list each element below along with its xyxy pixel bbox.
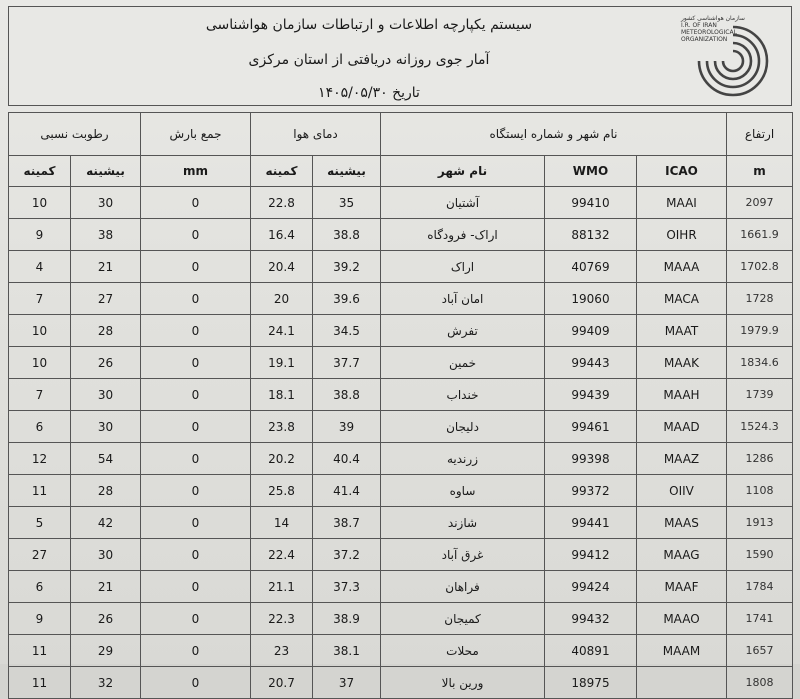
- precip-cell: 0: [141, 635, 251, 667]
- elevation-cell: 1834.6: [727, 347, 793, 379]
- humidity-min-cell: 11: [9, 635, 71, 667]
- temp-min-cell: 24.1: [251, 315, 313, 347]
- temp-max-cell: 39.2: [313, 251, 381, 283]
- humidity-min-cell: 9: [9, 603, 71, 635]
- report-subtitle: آمار جوی روزانه دریافتی از استان مرکزی: [248, 52, 490, 68]
- humidity-min-cell: 10: [9, 347, 71, 379]
- city-cell: اراک: [381, 251, 545, 283]
- icao-cell: MAAA: [637, 251, 727, 283]
- wmo-cell: 40769: [545, 251, 637, 283]
- temp-min-cell: 20.7: [251, 667, 313, 699]
- temp-min-cell: 23.8: [251, 411, 313, 443]
- precip-cell: 0: [141, 187, 251, 219]
- elevation-cell: 1728: [727, 283, 793, 315]
- wmo-cell: 99441: [545, 507, 637, 539]
- humidity-min-cell: 10: [9, 187, 71, 219]
- elevation-cell: 1784: [727, 571, 793, 603]
- humidity-max-cell: 28: [71, 475, 141, 507]
- humidity-max-cell: 26: [71, 347, 141, 379]
- table-row: [9, 603, 793, 635]
- precip-unit-header: mm: [141, 156, 251, 187]
- city-name-header: نام شهر: [381, 156, 545, 187]
- city-cell: محلات: [381, 635, 545, 667]
- temp-max-cell: 38.9: [313, 603, 381, 635]
- precip-cell: 0: [141, 539, 251, 571]
- humidity-max-cell: 26: [71, 603, 141, 635]
- temp-max-cell: 39.6: [313, 283, 381, 315]
- humidity-max-cell: 21: [71, 571, 141, 603]
- precip-cell: 0: [141, 315, 251, 347]
- elevation-cell: 2097: [727, 187, 793, 219]
- humidity-min-cell: 4: [9, 251, 71, 283]
- city-cell: کمیجان: [381, 603, 545, 635]
- icao-cell: MAAZ: [637, 443, 727, 475]
- humidity-max-cell: 54: [71, 443, 141, 475]
- temp-max-cell: 38.1: [313, 635, 381, 667]
- icao-cell: MAAM: [637, 635, 727, 667]
- humidity-header: رطوبت نسبی: [9, 113, 141, 156]
- icao-cell: MAAH: [637, 379, 727, 411]
- temp-max-cell: 37.2: [313, 539, 381, 571]
- city-cell: خمین: [381, 347, 545, 379]
- elevation-cell: 1741: [727, 603, 793, 635]
- precip-cell: 0: [141, 251, 251, 283]
- wmo-cell: 99439: [545, 379, 637, 411]
- wmo-cell: 99432: [545, 603, 637, 635]
- city-cell: آشتیان: [381, 187, 545, 219]
- table-row: [9, 283, 793, 315]
- city-cell: اراک- فرودگاه: [381, 219, 545, 251]
- icao-cell: OIIV: [637, 475, 727, 507]
- wmo-cell: 99443: [545, 347, 637, 379]
- wmo-cell: 99424: [545, 571, 637, 603]
- city-cell: امان آباد: [381, 283, 545, 315]
- temp-min-cell: 16.4: [251, 219, 313, 251]
- table-row: [9, 667, 793, 699]
- elevation-cell: 1108: [727, 475, 793, 507]
- temp-min-cell: 23: [251, 635, 313, 667]
- humidity-max-cell: 21: [71, 251, 141, 283]
- elevation-header: ارتفاع: [727, 113, 793, 156]
- humidity-max-cell: 30: [71, 539, 141, 571]
- wmo-cell: 99409: [545, 315, 637, 347]
- elevation-cell: 1739: [727, 379, 793, 411]
- elevation-cell: 1702.8: [727, 251, 793, 283]
- wmo-cell: 99398: [545, 443, 637, 475]
- temp-min-cell: 20.4: [251, 251, 313, 283]
- temp-min-cell: 20.2: [251, 443, 313, 475]
- precip-cell: 0: [141, 379, 251, 411]
- humidity-max-cell: 30: [71, 411, 141, 443]
- precip-cell: 0: [141, 443, 251, 475]
- temperature-header: دمای هوا: [251, 113, 381, 156]
- elevation-cell: 1286: [727, 443, 793, 475]
- temp-min-cell: 25.8: [251, 475, 313, 507]
- table-row: [9, 475, 793, 507]
- icao-header: ICAO: [637, 156, 727, 187]
- temp-min-cell: 22.3: [251, 603, 313, 635]
- table-row: [9, 571, 793, 603]
- icao-cell: MAAO: [637, 603, 727, 635]
- icao-cell: MAAG: [637, 539, 727, 571]
- table-row: [9, 347, 793, 379]
- precip-cell: 0: [141, 283, 251, 315]
- icao-cell: MACA: [637, 283, 727, 315]
- city-cell: تفرش: [381, 315, 545, 347]
- precip-cell: 0: [141, 571, 251, 603]
- temp-max-cell: 41.4: [313, 475, 381, 507]
- wmo-cell: 99461: [545, 411, 637, 443]
- temp-min-cell: 22.4: [251, 539, 313, 571]
- table-row: [9, 411, 793, 443]
- humidity-max-cell: 29: [71, 635, 141, 667]
- table-row: [9, 635, 793, 667]
- precip-cell: 0: [141, 507, 251, 539]
- table-row: [9, 539, 793, 571]
- temp-max-cell: 37.7: [313, 347, 381, 379]
- temp-min-cell: 21.1: [251, 571, 313, 603]
- elevation-cell: 1979.9: [727, 315, 793, 347]
- temp-min-cell: 19.1: [251, 347, 313, 379]
- wmo-cell: 40891: [545, 635, 637, 667]
- humidity-max-cell: 42: [71, 507, 141, 539]
- humidity-min-cell: 6: [9, 411, 71, 443]
- table-row: [9, 187, 793, 219]
- city-cell: شازند: [381, 507, 545, 539]
- precip-cell: 0: [141, 475, 251, 507]
- station-header: نام شهر و شماره ایستگاه: [381, 113, 727, 156]
- city-cell: خنداب: [381, 379, 545, 411]
- temp-min-cell: 18.1: [251, 379, 313, 411]
- city-cell: ورین بالا: [381, 667, 545, 699]
- report-header: [8, 6, 792, 106]
- humidity-min-cell: 11: [9, 667, 71, 699]
- icao-cell: MAAS: [637, 507, 727, 539]
- precip-cell: 0: [141, 667, 251, 699]
- humidity-min-cell: 12: [9, 443, 71, 475]
- wmo-cell: 99412: [545, 539, 637, 571]
- icao-cell: [637, 667, 727, 699]
- temp-max-cell: 38.7: [313, 507, 381, 539]
- report-title: سیستم یکپارچه اطلاعات و ارتباطات سازمان هواشناسی: [205, 17, 533, 33]
- temp-min-cell: 14: [251, 507, 313, 539]
- logo-caption: سازمان هواشناسی کشور I.R. OF IRAN METEOROLOGICAL ORGANIZATION: [681, 15, 745, 43]
- icao-cell: MAAI: [637, 187, 727, 219]
- humidity-max-cell: 38: [71, 219, 141, 251]
- table-row: [9, 507, 793, 539]
- humidity-min-cell: 5: [9, 507, 71, 539]
- humidity-min-cell: 7: [9, 379, 71, 411]
- humidity-min-cell: 27: [9, 539, 71, 571]
- humidity-min-cell: 10: [9, 315, 71, 347]
- elevation-cell: 1524.3: [727, 411, 793, 443]
- temp-max-cell: 39: [313, 411, 381, 443]
- elevation-unit-header: m: [727, 156, 793, 187]
- humidity-min-cell: 11: [9, 475, 71, 507]
- temp-max-cell: 34.5: [313, 315, 381, 347]
- precip-cell: 0: [141, 219, 251, 251]
- city-cell: فراهان: [381, 571, 545, 603]
- city-cell: دلیجان: [381, 411, 545, 443]
- table-row: [9, 251, 793, 283]
- icao-cell: MAAT: [637, 315, 727, 347]
- precip-cell: 0: [141, 347, 251, 379]
- temp-min-header: کمینه: [251, 156, 313, 187]
- elevation-cell: 1913: [727, 507, 793, 539]
- wmo-cell: 18975: [545, 667, 637, 699]
- city-cell: ساوه: [381, 475, 545, 507]
- humidity-max-header: بیشینه: [71, 156, 141, 187]
- table-row: [9, 219, 793, 251]
- humidity-min-cell: 6: [9, 571, 71, 603]
- elevation-cell: 1590: [727, 539, 793, 571]
- city-cell: زرندیه: [381, 443, 545, 475]
- icao-cell: MAAK: [637, 347, 727, 379]
- report-date: تاریخ ۱۴۰۵/۰۵/۳۰: [318, 85, 420, 101]
- temp-max-cell: 40.4: [313, 443, 381, 475]
- humidity-max-cell: 30: [71, 379, 141, 411]
- wmo-cell: 19060: [545, 283, 637, 315]
- temp-min-cell: 22.8: [251, 187, 313, 219]
- wmo-cell: 99372: [545, 475, 637, 507]
- humidity-min-cell: 9: [9, 219, 71, 251]
- precip-cell: 0: [141, 603, 251, 635]
- city-cell: غرق آباد: [381, 539, 545, 571]
- elevation-cell: 1661.9: [727, 219, 793, 251]
- table-row: [9, 315, 793, 347]
- humidity-max-cell: 30: [71, 187, 141, 219]
- temp-max-header: بیشینه: [313, 156, 381, 187]
- wmo-cell: 88132: [545, 219, 637, 251]
- humidity-max-cell: 32: [71, 667, 141, 699]
- icao-cell: MAAF: [637, 571, 727, 603]
- elevation-cell: 1808: [727, 667, 793, 699]
- temp-max-cell: 37.3: [313, 571, 381, 603]
- temp-max-cell: 35: [313, 187, 381, 219]
- precip-header: جمع بارش: [141, 113, 251, 156]
- icao-cell: MAAD: [637, 411, 727, 443]
- temp-max-cell: 38.8: [313, 219, 381, 251]
- wmo-cell: 99410: [545, 187, 637, 219]
- wmo-header: WMO: [545, 156, 637, 187]
- elevation-cell: 1657: [727, 635, 793, 667]
- table-row: [9, 443, 793, 475]
- weather-stats-table: [8, 112, 793, 699]
- humidity-max-cell: 27: [71, 283, 141, 315]
- temp-max-cell: 38.8: [313, 379, 381, 411]
- table-row: [9, 379, 793, 411]
- icao-cell: OIHR: [637, 219, 727, 251]
- humidity-min-header: کمینه: [9, 156, 71, 187]
- humidity-max-cell: 28: [71, 315, 141, 347]
- temp-max-cell: 37: [313, 667, 381, 699]
- humidity-min-cell: 7: [9, 283, 71, 315]
- precip-cell: 0: [141, 411, 251, 443]
- temp-min-cell: 20: [251, 283, 313, 315]
